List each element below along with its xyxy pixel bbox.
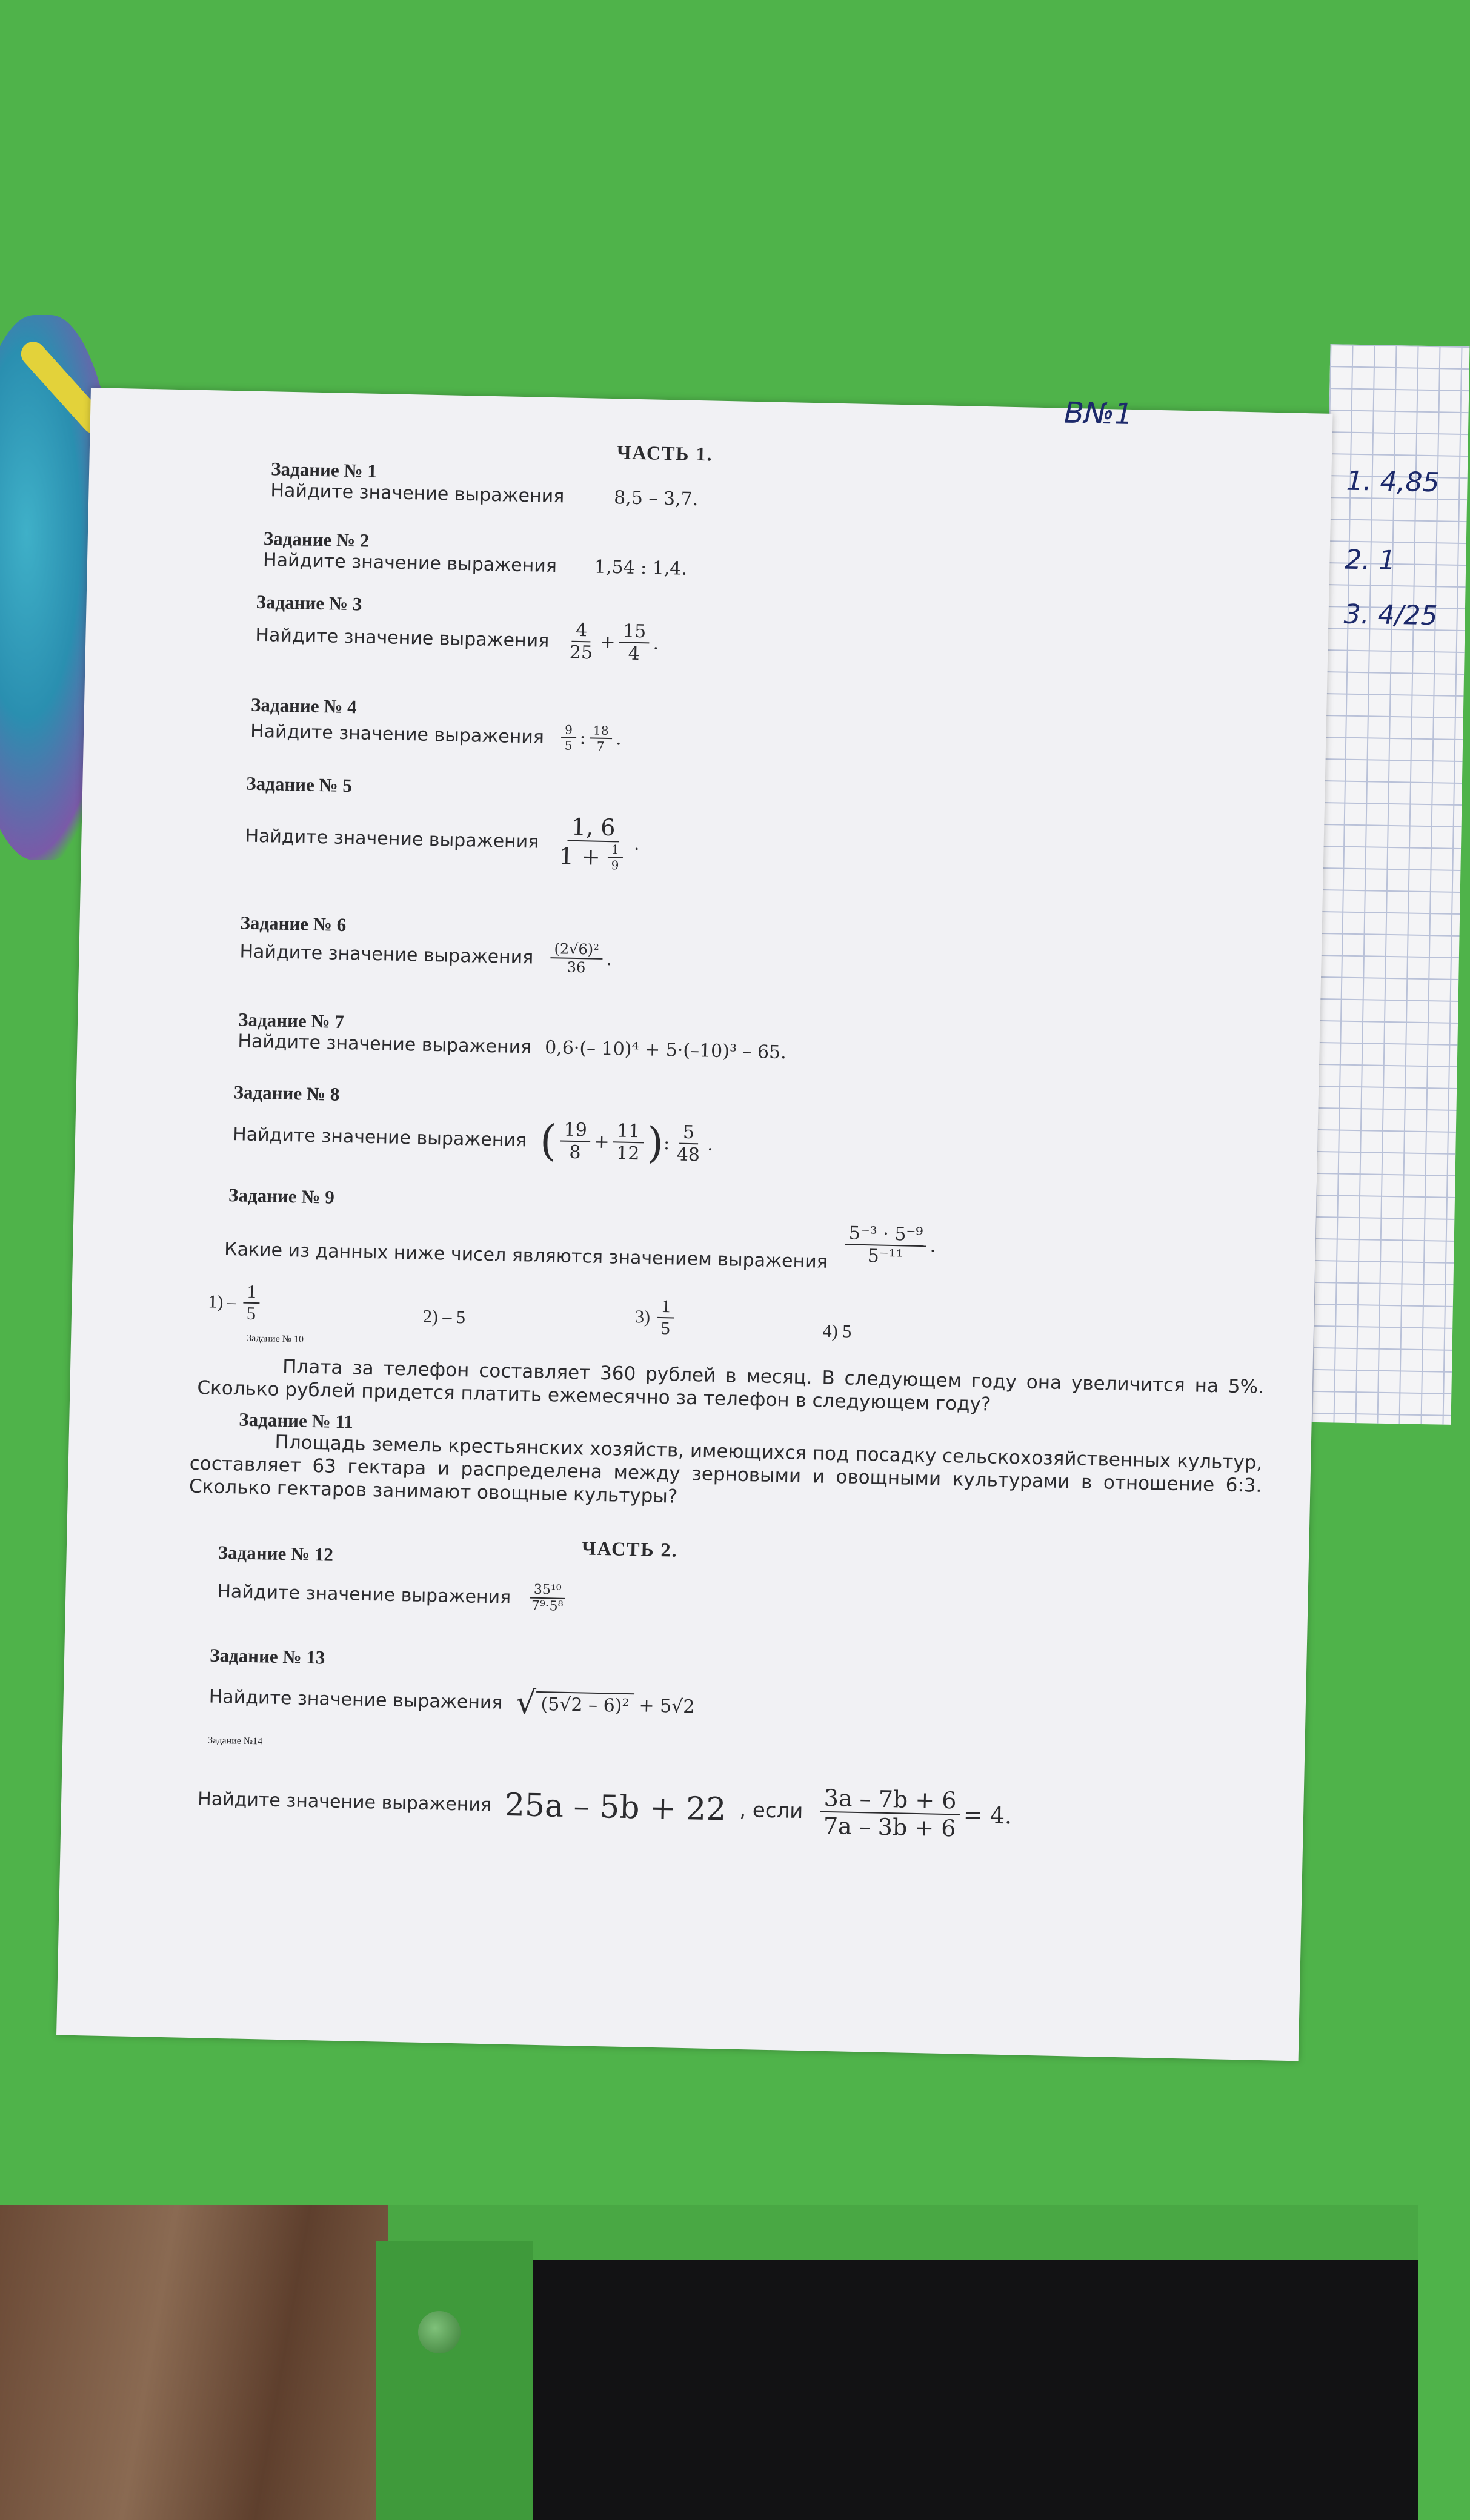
task-14-prompt: Найдите значение выражения bbox=[197, 1788, 492, 1815]
task-3-prompt: Найдите значение выражения bbox=[255, 624, 550, 652]
task-7-head: Задание № 7 bbox=[238, 1009, 345, 1032]
task-4-head: Задание № 4 bbox=[250, 694, 358, 718]
task-12-expr: $\frac{\text{35¹⁰}}{\text{7⁹·5⁸}}$ bbox=[524, 1582, 571, 1614]
task-6-prompt: Найдите значение выражения bbox=[239, 940, 534, 968]
task-8-prompt: Найдите значение выражения bbox=[232, 1123, 527, 1151]
task-9-question-text: Какие из данных ниже чисел являются значением выражения bbox=[224, 1238, 828, 1273]
part1-title: ЧАСТЬ 1. bbox=[616, 441, 713, 465]
task-2 bbox=[263, 528, 688, 580]
task-4-expr: $\frac{9}{5}$ : $\frac{18}{7}$ . bbox=[557, 722, 622, 754]
task-9-option-2: 2) – 5 bbox=[422, 1306, 466, 1328]
task-14-fraction: $\frac{3a - 7b + 6}{7a - 3b + 6}$ = 4. bbox=[816, 1785, 1013, 1843]
task-6 bbox=[239, 912, 613, 976]
task-11-text: Площадь земель крестьянских хозяйств, имеющихся под посадку сельскохозяйственных культур, составляет 63 гектара и распределена между зерновыми и овощными культурами в отношение 6:3. Сколько гектаров занимают овощные культуры? bbox=[188, 1431, 1263, 1508]
task-14-cond: , если bbox=[739, 1797, 803, 1824]
task-3 bbox=[255, 591, 660, 665]
answer-note-2: 2. 1 bbox=[1344, 544, 1396, 577]
task-10-text: Плата за телефон составляет 360 рублей в месяц. В следующем году она увеличится на 5%. Сколько рублей придется платить ежемесячно за телефон в следующем году? bbox=[197, 1355, 1265, 1416]
task-13-expr: √ (5√2 – 6)² + 5√2 bbox=[515, 1685, 695, 1722]
task-4 bbox=[250, 694, 622, 754]
task-14 bbox=[197, 1771, 1013, 1843]
screw bbox=[418, 2311, 461, 2353]
task-1-expr: 8,5 – 3,7. bbox=[613, 487, 699, 511]
task-12-head: Задание № 12 bbox=[218, 1541, 334, 1565]
task-13 bbox=[208, 1645, 696, 1725]
task-2-expr: 1,54 : 1,4. bbox=[594, 556, 688, 580]
task-5-prompt: Найдите значение выражения bbox=[245, 824, 539, 853]
task-12 bbox=[217, 1542, 572, 1614]
task-8 bbox=[232, 1081, 714, 1169]
grid-paper-answers bbox=[1311, 344, 1469, 1425]
task-8-expr: ( $\frac{19}{8}$ + $\frac{11}{12}$ ) : $\frac{5}{48}$ . bbox=[539, 1115, 714, 1169]
task-1-head: Задание № 1 bbox=[270, 458, 377, 482]
task-6-expr: $\frac{\text{(2√6)²}}{36}$ . bbox=[547, 940, 613, 976]
task-3-head: Задание № 3 bbox=[256, 591, 362, 615]
table-edge bbox=[0, 2205, 1418, 2520]
task-13-head: Задание № 13 bbox=[209, 1644, 325, 1668]
task-5 bbox=[245, 773, 641, 874]
variant-label: В№1 bbox=[1063, 396, 1134, 432]
task-6-head: Задание № 6 bbox=[240, 912, 347, 936]
task-1-prompt: Найдите значение выражения bbox=[270, 480, 565, 508]
task-2-prompt: Найдите значение выражения bbox=[262, 549, 557, 577]
task-2-head: Задание № 2 bbox=[263, 528, 370, 551]
task-13-prompt: Найдите значение выражения bbox=[208, 1686, 503, 1714]
answer-note-3: 3. 4/25 bbox=[1343, 598, 1438, 632]
task-9-question bbox=[224, 1222, 936, 1275]
task-14-head: Задание №14 bbox=[208, 1735, 263, 1747]
task-4-prompt: Найдите значение выражения bbox=[250, 720, 545, 748]
task-1 bbox=[270, 458, 699, 510]
part2-title: ЧАСТЬ 2. bbox=[581, 1537, 679, 1561]
task-7-prompt: Найдите значение выражения bbox=[238, 1030, 532, 1058]
task-14-expr: 25a – 5b + 22 bbox=[504, 1786, 727, 1828]
task-11-head: Задание № 11 bbox=[239, 1408, 354, 1433]
task-9-head: Задание № 9 bbox=[228, 1184, 335, 1208]
task-9-option-3: 3) $\frac{1}{5}$ bbox=[634, 1296, 677, 1339]
task-9 bbox=[228, 1184, 334, 1209]
task-7 bbox=[238, 1009, 787, 1063]
task-10-head: Задание № 10 bbox=[247, 1333, 304, 1345]
task-3-expr: $\frac{4}{25}$ + $\frac{15}{4}$ . bbox=[569, 619, 659, 665]
task-5-expr: 1, 6 1 + $\frac{1}{9}$ . bbox=[559, 813, 640, 873]
task-12-prompt: Найдите значение выражения bbox=[217, 1580, 511, 1608]
task-5-head: Задание № 5 bbox=[246, 772, 353, 797]
answer-note-1: 1. 4,85 bbox=[1346, 465, 1440, 499]
worksheet bbox=[56, 388, 1333, 2061]
task-8-head: Задание № 8 bbox=[233, 1081, 340, 1105]
task-9-expr: $\frac{\text{5⁻³ · 5⁻⁹}}{\text{5⁻¹¹}}$ . bbox=[841, 1222, 937, 1268]
task-9-option-1: 1) – $\frac{1}{5}$ bbox=[208, 1281, 264, 1324]
task-9-option-4: 4) 5 bbox=[822, 1321, 852, 1342]
task-7-expr: 0,6·(– 10)⁴ + 5·(–10)³ – 65. bbox=[544, 1036, 787, 1064]
